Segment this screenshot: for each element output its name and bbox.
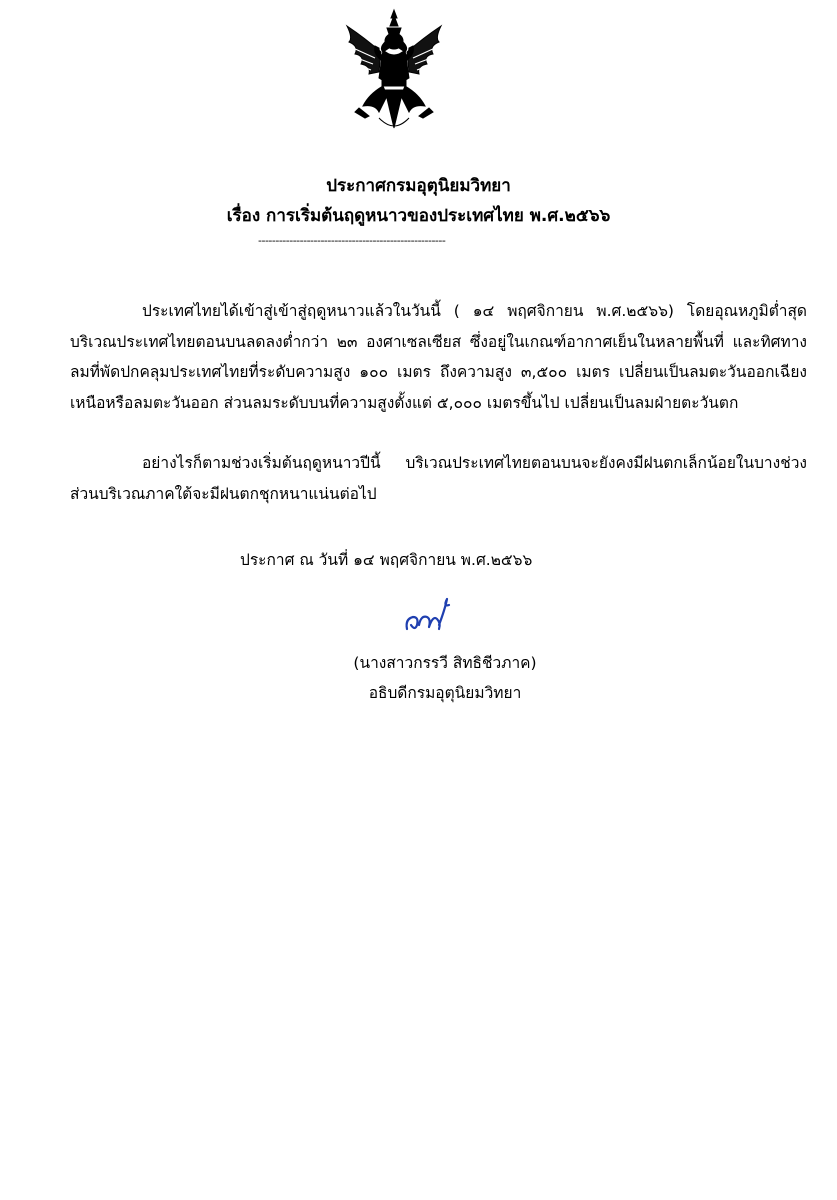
signer-name: (นางสาวกรรวี สิทธิชีวภาค) xyxy=(353,654,537,672)
document-title: ประกาศกรมอุตุนิยมวิทยา xyxy=(326,176,511,196)
document-subject: เรื่อง การเริ่มต้นฤดูหนาวของประเทศไทย พ.ศ.๒๕๖๖ xyxy=(226,206,611,226)
body-paragraph-2: อย่างไรก็ตามช่วงเริ่มต้นฤดูหนาวปีนี้ บริเวณประเทศไทยตอนบนจะยังคงมีฝนตกเล็กน้อยในบางช่วง ส่วนบริเวณภาคใต้จะมีฝนตกชุกหนาแน่นต่อไป xyxy=(70,454,807,503)
garuda-emblem-icon xyxy=(335,8,453,136)
body-paragraph-1: ประเทศไทยได้เข้าสู่เข้าสู่ฤดูหนาวแล้วในวันนี้ ( ๑๔ พฤศจิกายน พ.ศ.๒๕๖๖) โดยอุณหภูมิต่ำสุดบริเวณประเทศไทยตอนบนลดลงต่ำกว่า ๒๓ องศาเซลเซียส ซึ่งอยู่ในเกณฑ์อากาศเย็นในหลายพื้นที่ และทิศทางลมที่พัดปกคลุมประเทศไทยที่ระดับความสูง ๑๐๐ เมตร ถึงความสูง ๓,๕๐๐ เมตร เปลี่ยนเป็นลมตะวันออกเฉียงเหนือหรือลมตะวันออก ส่วนลมระดับบนที่ความสูงตั้งแต่ ๕,๐๐๐ เมตรขึ้นไป เปลี่ยนเป็นลมฝ่ายตะวันตก xyxy=(70,302,807,412)
signer-position: อธิบดีกรมอุตุนิยมวิทยา xyxy=(368,684,522,702)
announcement-date: ประกาศ ณ วันที่ ๑๔ พฤศจิกายน พ.ศ.๒๕๖๖ xyxy=(240,551,533,569)
title-divider: ------------------------------------------------------ xyxy=(258,234,446,247)
signature-image xyxy=(403,595,455,635)
